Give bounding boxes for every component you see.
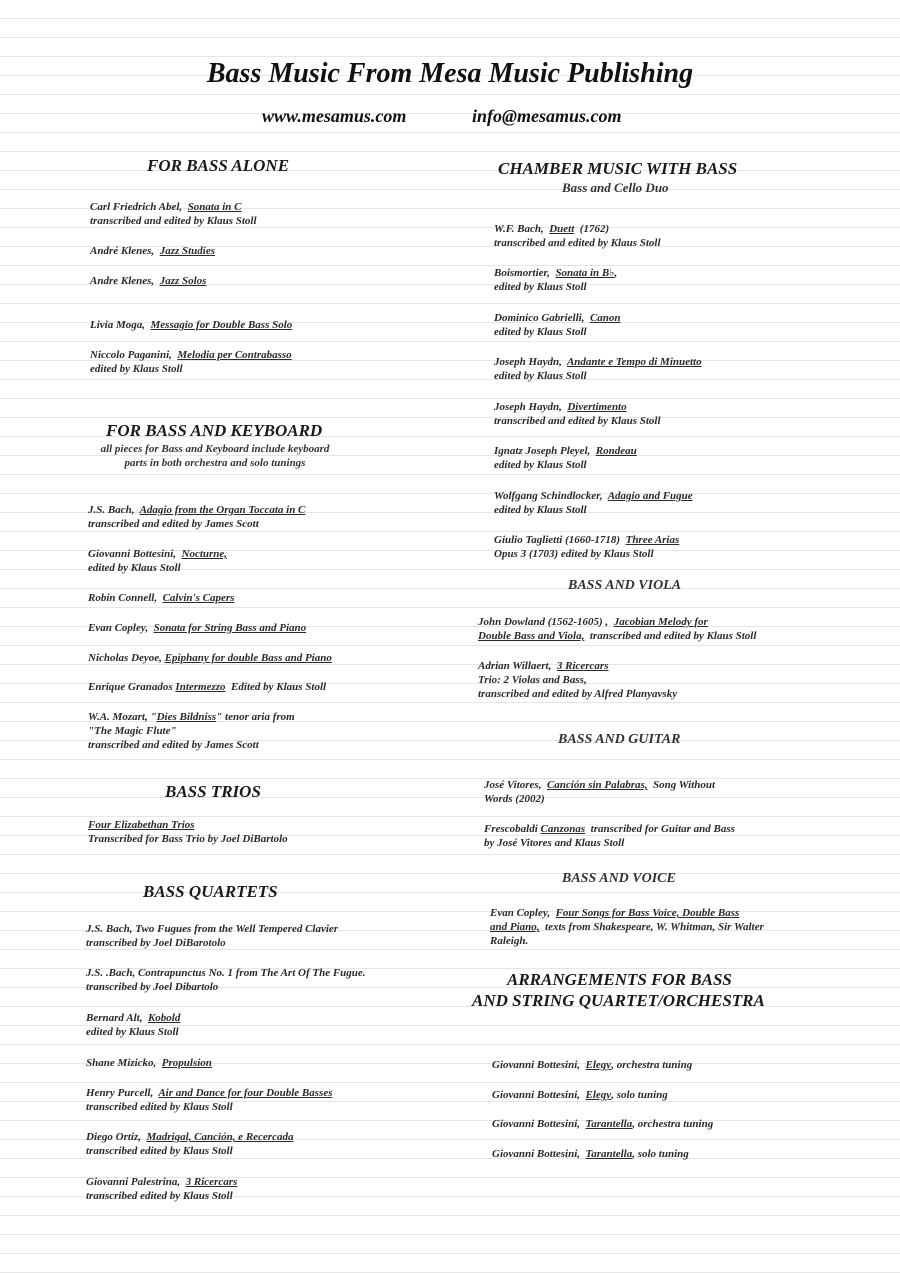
section-heading-bass-alone: FOR BASS ALONE bbox=[147, 156, 290, 175]
section-heading-bass-quartets: BASS QUARTETS bbox=[143, 882, 278, 901]
list-item: Shane Mizicko, Propulsion bbox=[86, 1057, 212, 1069]
section-heading-arrangements-2: AND STRING QUARTET/ORCHESTRA bbox=[472, 991, 765, 1010]
work-title: Kobold bbox=[147, 1012, 181, 1024]
list-item: Giulio Taglietti (1660-1718) Three Arias Opus 3 (1703) edited by Klaus Stoll bbox=[494, 534, 680, 560]
section-heading-arrangements-1: ARRANGEMENTS FOR BASS bbox=[507, 970, 732, 989]
work-title: Jacobian Melody for bbox=[613, 616, 708, 628]
section-heading-bass-viola: BASS AND VIOLA bbox=[568, 578, 682, 593]
list-item: J.S. Bach, Two Fugues from the Well Tempered Clavier transcribed by Joel DiBarotolo bbox=[86, 923, 339, 949]
section-heading-bass-trios: BASS TRIOS bbox=[165, 782, 261, 801]
work-title: Elegy bbox=[585, 1089, 612, 1101]
list-item: Robin Connell, Calvin's Capers bbox=[88, 592, 235, 604]
list-item: Dominico Gabrielli, Canon edited by Klaus Stoll bbox=[494, 312, 621, 338]
list-item: Henry Purcell, Air and Dance for four Double Basses transcribed edited by Klaus Stoll bbox=[86, 1087, 333, 1113]
section-heading-bass-keyboard: FOR BASS AND KEYBOARD bbox=[106, 421, 323, 440]
list-item: Adrian Willaert, 3 Ricercars Trio: 2 Violas and Bass, transcribed and edited by Alfred Planyavsky bbox=[478, 660, 678, 700]
list-item: Giovanni Bottesini, Elegy, solo tuning bbox=[492, 1089, 668, 1101]
work-title: Canon bbox=[589, 312, 621, 324]
list-item: Giovanni Bottesini, Tarantella, solo tuning bbox=[492, 1148, 689, 1160]
work-title: Jazz Studies bbox=[159, 245, 216, 257]
work-title: Propulsion bbox=[161, 1057, 212, 1069]
list-item: Enrique Granados Intermezzo Edited by Klaus Stoll bbox=[88, 681, 327, 693]
work-title: Three Arias bbox=[625, 534, 680, 546]
list-item: Bernard Alt, Kobold edited by Klaus Stoll bbox=[86, 1012, 181, 1038]
list-item: André Klenes, Jazz Studies bbox=[90, 245, 216, 257]
list-item: Andre Klenes, Jazz Solos bbox=[90, 275, 207, 287]
list-item: Giovanni Palestrina, 3 Ricercars transcribed edited by Klaus Stoll bbox=[86, 1176, 238, 1202]
work-title: Messagio for Double Bass Solo bbox=[150, 319, 293, 331]
website-link[interactable]: www.mesamus.com bbox=[262, 106, 407, 126]
list-item: J.S. Bach, Adagio from the Organ Toccata in C transcribed and edited by James Scott bbox=[88, 504, 306, 530]
work-title: and Piano, bbox=[490, 921, 540, 933]
work-title: Air and Dance for four Double Basses bbox=[158, 1087, 333, 1099]
list-item: John Dowland (1562-1605) , Jacobian Melody for Double Bass and Viola, transcribed and edited by Klaus Stoll bbox=[478, 616, 757, 642]
work-title: Madrigal, Canción, e Recercada bbox=[146, 1131, 294, 1143]
work-title: Canción sin Palabras, bbox=[546, 779, 648, 791]
section-heading-bass-voice: BASS AND VOICE bbox=[562, 871, 676, 886]
list-item: Frescobaldi Canzonas transcribed for Guitar and Bass by José Vitores and Klaus Stoll bbox=[484, 823, 735, 849]
work-title: Epiphany for double Bass and Piano bbox=[164, 652, 332, 664]
list-item: Giovanni Bottesini, Tarantella, orchestra tuning bbox=[492, 1118, 714, 1130]
section-subheading-cello-duo: Bass and Cello Duo bbox=[562, 180, 669, 195]
list-item: Diego Ortiz, Madrigal, Canción, e Recercada transcribed edited by Klaus Stoll bbox=[86, 1131, 294, 1157]
work-title: Rondeau bbox=[595, 445, 637, 457]
list-item: Evan Copley, Four Songs for Bass Voice, Double Bass and Piano, texts from Shakespeare, W. Whitman, Sir Walter Raleigh. bbox=[490, 907, 764, 947]
list-item: Four Elizabethan Trios Transcribed for Bass Trio by Joel DiBartolo bbox=[88, 819, 288, 845]
work-title: Divertimento bbox=[567, 401, 627, 413]
work-title: Duett bbox=[549, 223, 575, 235]
email-link[interactable]: info@mesamus.com bbox=[472, 106, 622, 126]
work-title: Canzonas bbox=[540, 823, 586, 835]
work-title: Tarantella bbox=[585, 1118, 633, 1130]
list-item: Joseph Haydn, Divertimento transcribed and edited by Klaus Stoll bbox=[494, 401, 661, 427]
list-item: Livia Moga, Messagio for Double Bass Solo bbox=[90, 319, 293, 331]
work-title: Dies Bildniss bbox=[156, 711, 217, 723]
work-title: Sonata in B♭ bbox=[555, 267, 615, 279]
list-item: Joseph Haydn, Andante e Tempo di Minuetto edited by Klaus Stoll bbox=[494, 356, 702, 382]
list-item: Wolfgang Schindlocker, Adagio and Fugue edited by Klaus Stoll bbox=[494, 490, 693, 516]
work-title: 3 Ricercars bbox=[556, 660, 609, 672]
list-item: Evan Copley, Sonata for String Bass and Piano bbox=[88, 622, 307, 634]
work-title: Calvin's Capers bbox=[162, 592, 235, 604]
work-title: Double Bass and Viola, bbox=[478, 630, 585, 642]
work-title: Sonata in C bbox=[187, 201, 242, 213]
list-item: Giovanni Bottesini, Nocturne, edited by Klaus Stoll bbox=[88, 548, 228, 574]
list-item: Nicholas Deyoe, Epiphany for double Bass and Piano bbox=[88, 652, 332, 664]
work-title: 3 Ricercars bbox=[185, 1176, 238, 1188]
list-item: Ignatz Joseph Pleyel, Rondeau edited by Klaus Stoll bbox=[494, 445, 637, 471]
list-item: Niccolo Paganini, Melodia per Contrabasso edited by Klaus Stoll bbox=[90, 349, 292, 375]
list-item: Carl Friedrich Abel, Sonata in C transcribed and edited by Klaus Stoll bbox=[90, 201, 257, 227]
list-item: W.A. Mozart, "Dies Bildniss" tenor aria from "The Magic Flute" transcribed and edited by James Scott bbox=[88, 711, 295, 751]
work-title: Melodia per Contrabasso bbox=[177, 349, 292, 361]
list-item: W.F. Bach, Duett (1762) transcribed and edited by Klaus Stoll bbox=[494, 223, 661, 249]
section-heading-bass-guitar: BASS AND GUITAR bbox=[558, 732, 681, 747]
work-title: Four Elizabethan Trios bbox=[88, 819, 195, 831]
list-item: José Vitores, Canción sin Palabras, Song Without Words (2002) bbox=[484, 779, 716, 805]
work-title: Andante e Tempo di Minuetto bbox=[566, 356, 702, 368]
work-title: Tarantella bbox=[585, 1148, 633, 1160]
work-title: Adagio and Fugue bbox=[607, 490, 693, 502]
work-title: Adagio from the Organ Toccata in C bbox=[139, 504, 306, 516]
work-title: Jazz Solos bbox=[159, 275, 207, 287]
work-title: Elegy bbox=[585, 1059, 612, 1071]
work-title: Nocturne, bbox=[181, 548, 228, 560]
work-title: Intermezzo bbox=[175, 681, 226, 693]
list-item: Boismortier, Sonata in B♭, edited by Klaus Stoll bbox=[494, 267, 618, 293]
page-title: Bass Music From Mesa Music Publishing bbox=[206, 58, 694, 89]
work-title: Four Songs for Bass Voice, Double Bass bbox=[555, 907, 740, 919]
work-title: Sonata for String Bass and Piano bbox=[153, 622, 307, 634]
list-item: Giovanni Bottesini, Elegy, orchestra tuning bbox=[492, 1059, 693, 1071]
section-heading-chamber: CHAMBER MUSIC WITH BASS bbox=[498, 159, 738, 178]
keyboard-note: all pieces for Bass and Keyboard include keyboard parts in both orchestra and solo tunings bbox=[100, 443, 330, 469]
list-item: J.S. .Bach, Contrapunctus No. 1 from The Art Of The Fugue. transcribed by Joel Dibartolo bbox=[86, 967, 366, 993]
